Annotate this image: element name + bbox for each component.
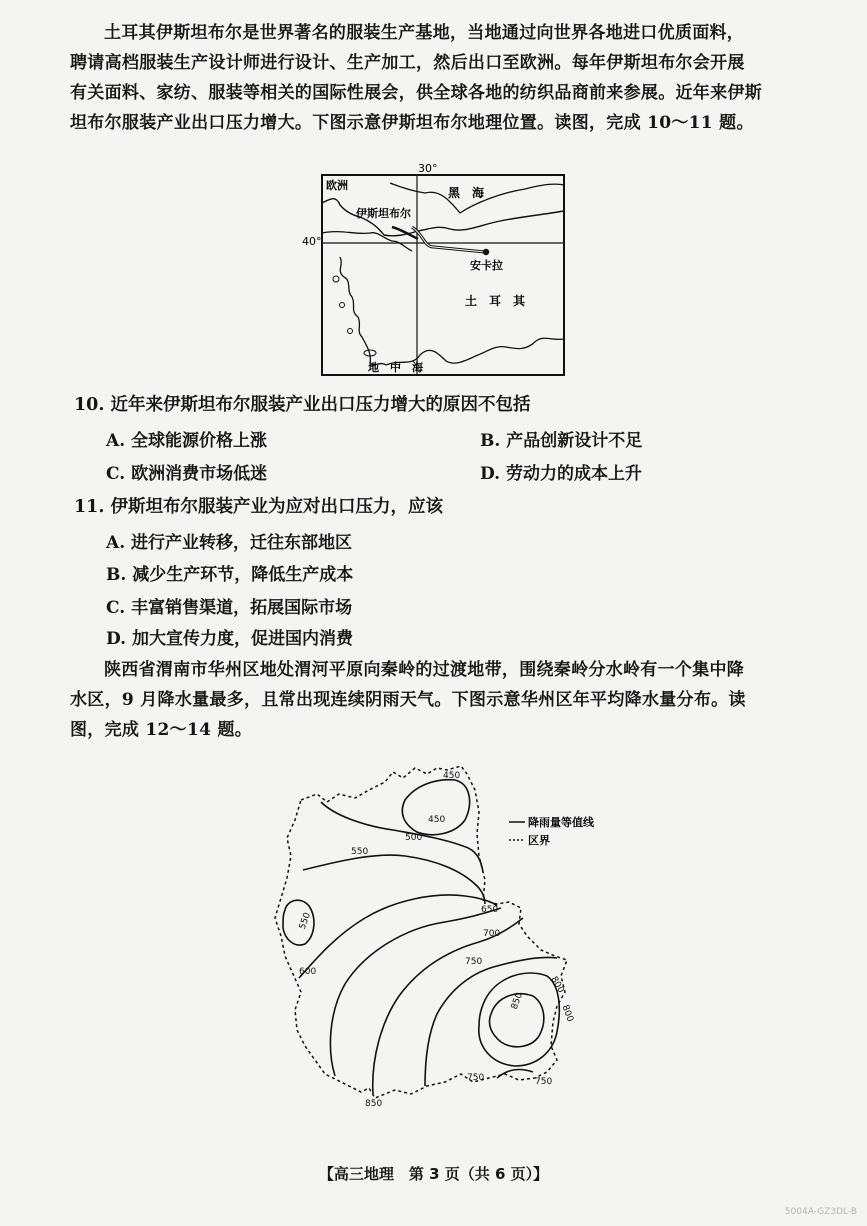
- passage-2-line-1: 陕西省渭南市华州区地处渭河平原向秦岭的过渡地带，围绕秦岭分水岭有一个集中降: [104, 660, 745, 680]
- lon-30-label: 30°: [418, 162, 438, 175]
- ankara-dot: [483, 249, 489, 255]
- q10-option-a[interactable]: A. 全球能源价格上涨: [106, 431, 268, 451]
- isoline-750-south: [497, 1070, 533, 1078]
- label-850-bottom: 850: [365, 1099, 383, 1109]
- label-750: 750: [465, 957, 483, 967]
- marmara-coast: [322, 232, 412, 251]
- passage-1-line-2: 聘请高档服装生产设计师进行设计、生产加工，然后出口至欧洲。每年伊斯坦布尔会开展: [70, 53, 745, 73]
- isoline-700: [373, 918, 526, 1094]
- island: [340, 303, 345, 308]
- isoline-650: [330, 908, 501, 1076]
- passage-1-line-1: 土耳其伊斯坦布尔是世界著名的服装生产基地，当地通过向世界各地进口优质面料，: [104, 23, 745, 43]
- passage-2-line-2: 水区，9 月降水量最多，且常出现连续阴雨天气。下图示意华州区年平均降水量分布。读: [70, 690, 746, 710]
- q11-option-b[interactable]: B. 减少生产环节，降低生产成本: [106, 565, 354, 585]
- black-sea-label: 黑 海: [448, 186, 485, 200]
- istanbul-location-map: [300, 155, 585, 385]
- label-750-se: 750: [535, 1077, 553, 1087]
- label-750-sw: 750: [467, 1073, 485, 1083]
- q10-option-d[interactable]: D. 劳动力的成本上升: [480, 464, 642, 484]
- label-600: 600: [299, 967, 317, 977]
- istanbul-label: 伊斯坦布尔: [356, 207, 411, 220]
- aegean-coast: [340, 257, 386, 365]
- label-800-edge: 800: [559, 1003, 575, 1024]
- q11-option-a[interactable]: A. 进行产业转移，迁往东部地区: [106, 533, 353, 553]
- q10-option-c[interactable]: C. 欧洲消费市场低迷: [106, 464, 268, 484]
- label-450-top: 450: [443, 771, 461, 781]
- label-800: 800: [548, 975, 566, 995]
- island: [348, 329, 353, 334]
- label-650: 650: [481, 905, 499, 915]
- q10-option-b[interactable]: B. 产品创新设计不足: [480, 431, 643, 451]
- mediterranean-label: 地 中 海: [368, 361, 423, 374]
- passage-2-line-3: 图，完成 12～14 题。: [70, 720, 253, 740]
- ankara-label: 安卡拉: [470, 259, 503, 272]
- legend-isoline-label: 降雨量等值线: [528, 816, 594, 829]
- label-500: 500: [405, 833, 423, 843]
- q11-option-d[interactable]: D. 加大宣传力度，促进国内消费: [106, 629, 353, 649]
- district-boundary: [275, 766, 567, 1098]
- island: [333, 276, 339, 282]
- q11-option-c[interactable]: C. 丰富销售渠道，拓展国际市场: [106, 598, 353, 618]
- isoline-750: [425, 957, 557, 1086]
- europe-label: 欧洲: [326, 179, 348, 192]
- turkey-label: 土 耳 其: [465, 294, 526, 308]
- isoline-450: [402, 780, 469, 835]
- passage-1-line-3: 有关面料、家纺、服装等相关的国际性展会，供全球各地的纺织品商前来参展。近年来伊斯: [70, 83, 762, 103]
- label-450: 450: [428, 815, 446, 825]
- isoline-800: [479, 973, 559, 1066]
- passage-1: [70, 18, 790, 138]
- isoline-550: [303, 855, 485, 904]
- map-frame: [322, 175, 564, 375]
- lat-40-label: 40°: [302, 235, 322, 248]
- page-footer: 【高三地理 第 3 页（共 6 页）】: [318, 1165, 549, 1183]
- question-10-stem: 10. 近年来伊斯坦布尔服装产业出口压力增大的原因不包括: [74, 395, 531, 415]
- label-550-closed: 550: [297, 911, 314, 931]
- passage-1-line-4: 坦布尔服装产业出口压力增大。下图示意伊斯坦布尔地理位置。读图，完成 10～11 题。: [70, 113, 754, 133]
- precipitation-isoline-map: [265, 760, 625, 1110]
- passage-2: [70, 655, 790, 745]
- watermark: 5004A-GZ3DL-B: [784, 1207, 857, 1217]
- question-11-stem: 11. 伊斯坦布尔服装产业为应对出口压力，应该: [74, 497, 444, 517]
- label-550: 550: [351, 847, 369, 857]
- legend-boundary-label: 区界: [528, 834, 550, 847]
- label-700: 700: [483, 929, 501, 939]
- label-850: 850: [509, 991, 526, 1011]
